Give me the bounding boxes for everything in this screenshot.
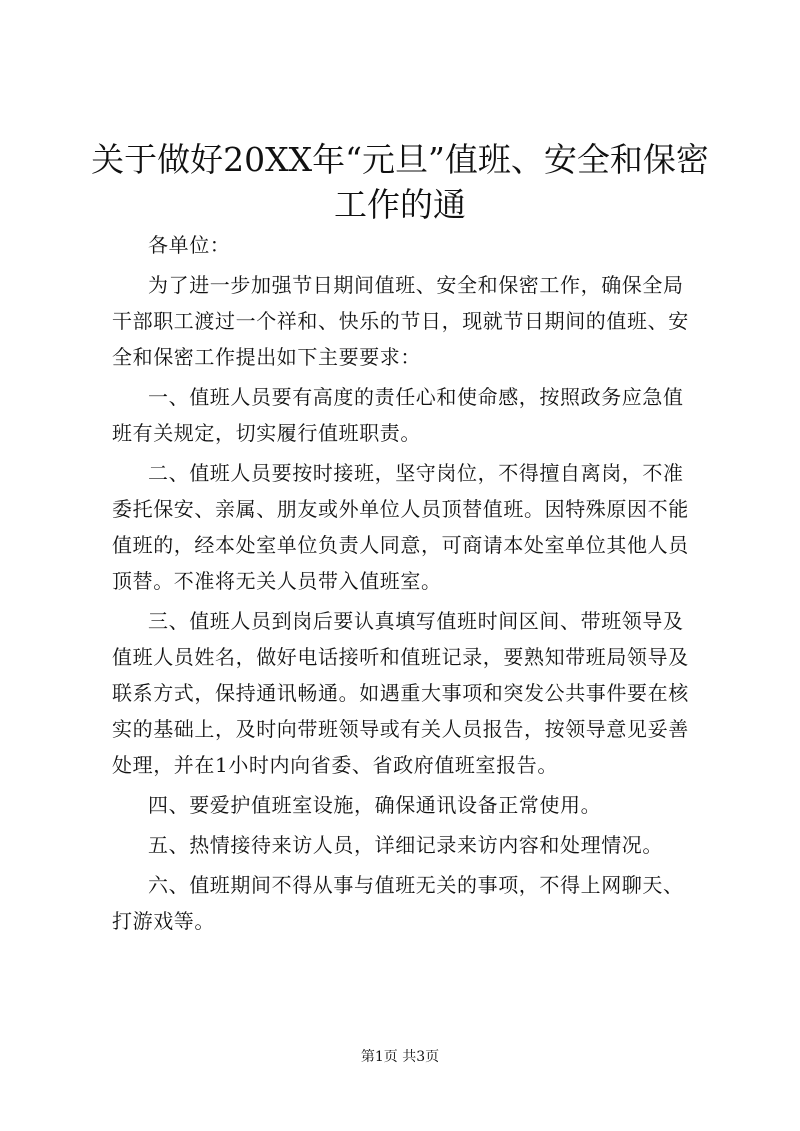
paragraph [112,379,692,451]
text-line: 处理，并在1小时内向省委、省政府值班室报告。 [112,753,558,777]
paragraph [112,455,692,599]
text-line: 六、值班期间不得从事与值班无关的事项，不得上网聊天、 [148,873,684,897]
text-line: 为了进一步加强节日期间值班、安全和保密工作，确保全局 [148,273,684,297]
text-line: 一、值班人员要有高度的责任心和使命感，按照政务应急值 [148,385,684,409]
text-line: 全和保密工作提出如下主要要求： [112,345,421,369]
text-line: 干部职工渡过一个祥和、快乐的节日，现就节日期间的值班、安 [112,309,689,333]
text-line: 三、值班人员到岗后要认真填写值班时间区间、带班领导及 [148,609,684,633]
title-line-1: 关于做好20XX年“元旦”值班、安全和保密 [91,140,709,179]
text-line: 联系方式，保持通讯畅通。如遇重大事项和突发公共事件要在核 [112,681,689,705]
text-line: 值班人员姓名，做好电话接听和值班记录，要熟知带班局领导及 [112,645,689,669]
paragraph [112,867,692,939]
paragraph [112,603,692,783]
title-line-2: 工作的通 [334,185,466,224]
document-title [60,137,740,227]
text-line: 值班的，经本处室单位负责人同意，可商请本处室单位其他人员 [112,533,689,557]
text-line: 五、热情接待来访人员，详细记录来访内容和处理情况。 [148,833,663,857]
paragraph [112,267,692,375]
text-line: 打游戏等。 [112,909,215,933]
document-body [112,227,692,943]
text-line: 顶替。不准将无关人员带入值班室。 [112,569,442,593]
text-line: 委托保安、亲属、朋友或外单位人员顶替值班。因特殊原因不能 [112,497,689,521]
paragraph [112,787,692,823]
text-line: 班有关规定，切实履行值班职责。 [112,421,421,445]
salutation [112,227,692,263]
text-line: 二、值班人员要按时接班，坚守岗位，不得擅自离岗，不准 [148,461,684,485]
page-footer: 第1页 共3页 [360,1049,440,1065]
text-line: 实的基础上，及时向带班领导或有关人员报告，按领导意见妥善 [112,717,689,741]
text-line: 四、要爱护值班室设施，确保通讯设备正常使用。 [148,793,602,817]
text-line: 各单位： [148,233,231,257]
paragraph [112,827,692,863]
